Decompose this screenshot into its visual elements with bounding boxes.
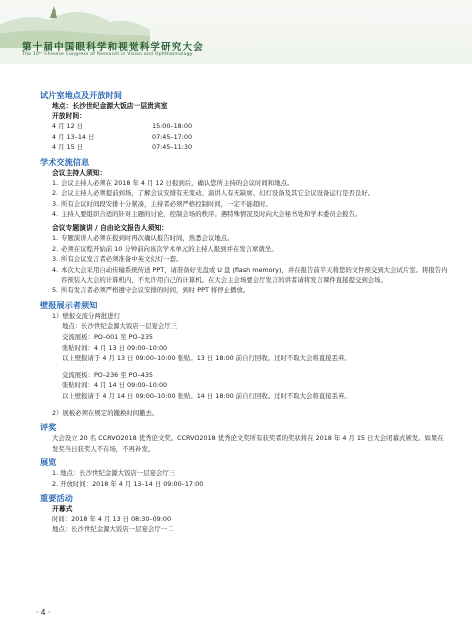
poster-batch1-note: 以上壁报请于 4 月 13 日 09:00–10:00 张贴。13 日 18:00 前自行回收。过时不取大会将直接丢弃。: [62, 354, 351, 363]
hours-time: 07:45–17:00: [152, 132, 193, 141]
speaker-notice-list: [52, 233, 450, 295]
list-item: 1. 会议主持人必须在 2018 年 4 月 12 日报到后，确认您所主持的会议时间和地点。: [52, 178, 294, 187]
poster-batch2-post-time: 张贴时间：4 月 14 日 09:00–10:00: [62, 381, 168, 390]
list-item: 4. 本次大会采用自动传输系统传送 PPT，请准备好光盘或 U 盘 (flash memory)，并在报告前半天将您的文件预交到大会试片室。将报告内容预装入大会的计算机内，不允许用自己的计算机。在大会主会场要会厅发言的讲者请将发言课件直接提交到会场。: [52, 265, 448, 285]
test-room-hours-label: 开放时间：: [52, 112, 86, 120]
section-heading-review: 评奖: [40, 422, 57, 433]
list-item: 2. 必须在议程开始前 10 分钟前向该次学术单元的主持人报到并在发言席就坐。: [52, 244, 278, 253]
speaker-notice-title: 会议专题演讲 / 自由论文报告人须知：: [52, 224, 168, 233]
exhibit-location: 1. 地点：长沙世纪金源大饭店一层宴会厅三: [52, 469, 176, 478]
list-item: 4. 主持人要组织合适的针对主题的讨论，控制会场的秩序。遇特殊情况及时向大会秘书处和学术委员会报告。: [52, 210, 362, 218]
section-heading-test-room: 试片室地点及开放时间: [40, 90, 122, 100]
header-banner: [0, 0, 472, 64]
test-room-hours-table: [52, 121, 450, 153]
list-item: 3. 所有会议发言者必须准备中英文幻灯一套。: [52, 255, 183, 264]
opening-ceremony-title: 开幕式: [52, 504, 73, 513]
poster-batch2-note: 以上壁报请于 4 月 14 日 09:00–10:00 张贴。14 日 18:00 前自行回收。过时不取大会将直接丢弃。: [62, 392, 351, 400]
test-room-location: 地点：长沙世纪金源大饭店一层贵宾室: [52, 102, 168, 110]
banner-subtitle: The 10ᵗʰ Chinese Congress of Research in Vision and Ophthalmology: [22, 52, 193, 57]
chair-notice-title: 会议主持人须知：: [52, 168, 107, 177]
section-heading-exchange: 学术交流信息: [40, 156, 90, 167]
section-heading-events: 重要活动: [40, 492, 73, 503]
hours-date: 4 月 12 日: [52, 122, 84, 130]
list-item: 2. 会议主持人必须提前到场，了解会议安排有无变动、演讲人有无缺席、幻灯设备及其它会议设备运行是否良好。: [52, 189, 375, 198]
opening-ceremony-time: 时间：2018 年 4 月 13 日 08:30–09:00: [52, 514, 172, 523]
poster-batch1-board: 交流展板：PO–001 至 PO–235: [62, 333, 153, 342]
document-body: [40, 90, 450, 535]
list-item: 1. 专题演讲人必须在报到时再次确认报告时间，熟悉会议地点。: [52, 234, 234, 243]
hours-row: [52, 121, 450, 132]
exhibit-hours: 2. 开放时间：2018 年 4 月 13–14 日 09:00–17:00: [52, 479, 204, 488]
poster-item-1: 1）壁报交流分两批进行: [52, 311, 120, 320]
hours-time: 07:45–11:30: [152, 143, 193, 152]
section-heading-exhibit: 展览: [40, 457, 57, 468]
section-heading-poster: 壁报展示者须知: [40, 299, 98, 310]
poster-batch1-post-time: 张贴时间：4 月 13 日 09:00–10:00: [62, 343, 168, 352]
hours-date: 4 月 13–14 日: [52, 132, 95, 141]
hours-date: 4 月 15 日: [52, 143, 84, 152]
page-number: · 4 ·: [36, 608, 51, 617]
hours-row: [52, 132, 450, 143]
hours-row: [52, 142, 450, 153]
poster-location: 地点：长沙世纪金源大饭店一层宴会厅三: [62, 322, 178, 331]
poster-item-2: 2）展板必须在规定的撤换时间撤去。: [52, 408, 159, 417]
poster-batch2-board: 交流展板：PO–236 至 PO–435: [62, 370, 153, 379]
list-item: 5. 所有发言者必须严格遵守会议安排的时间，到时 PPT 将停止播放。: [52, 286, 250, 295]
opening-ceremony-location: 地点：长沙世纪金源大饭店一层宴会厅一二: [52, 525, 174, 534]
review-text: 大会设立 20 名 CCRVO2018 优秀论文奖。CCRVO2018 优秀论文奖所有获奖者的奖状将在 2018 年 4 月 15 日大会闭幕式颁发。如果在发奖当日获奖人不在场，不再补发。: [52, 434, 444, 453]
banner-title: 第十届中国眼科学和视觉科学研究大会: [22, 42, 204, 53]
list-item: 3. 所有会议时间段安排十分紧凑，主持者必须严格控制时间，一定不能超时。: [52, 199, 272, 208]
chair-notice-list: [52, 178, 450, 220]
hours-time: 15:00–18:00: [152, 122, 193, 130]
